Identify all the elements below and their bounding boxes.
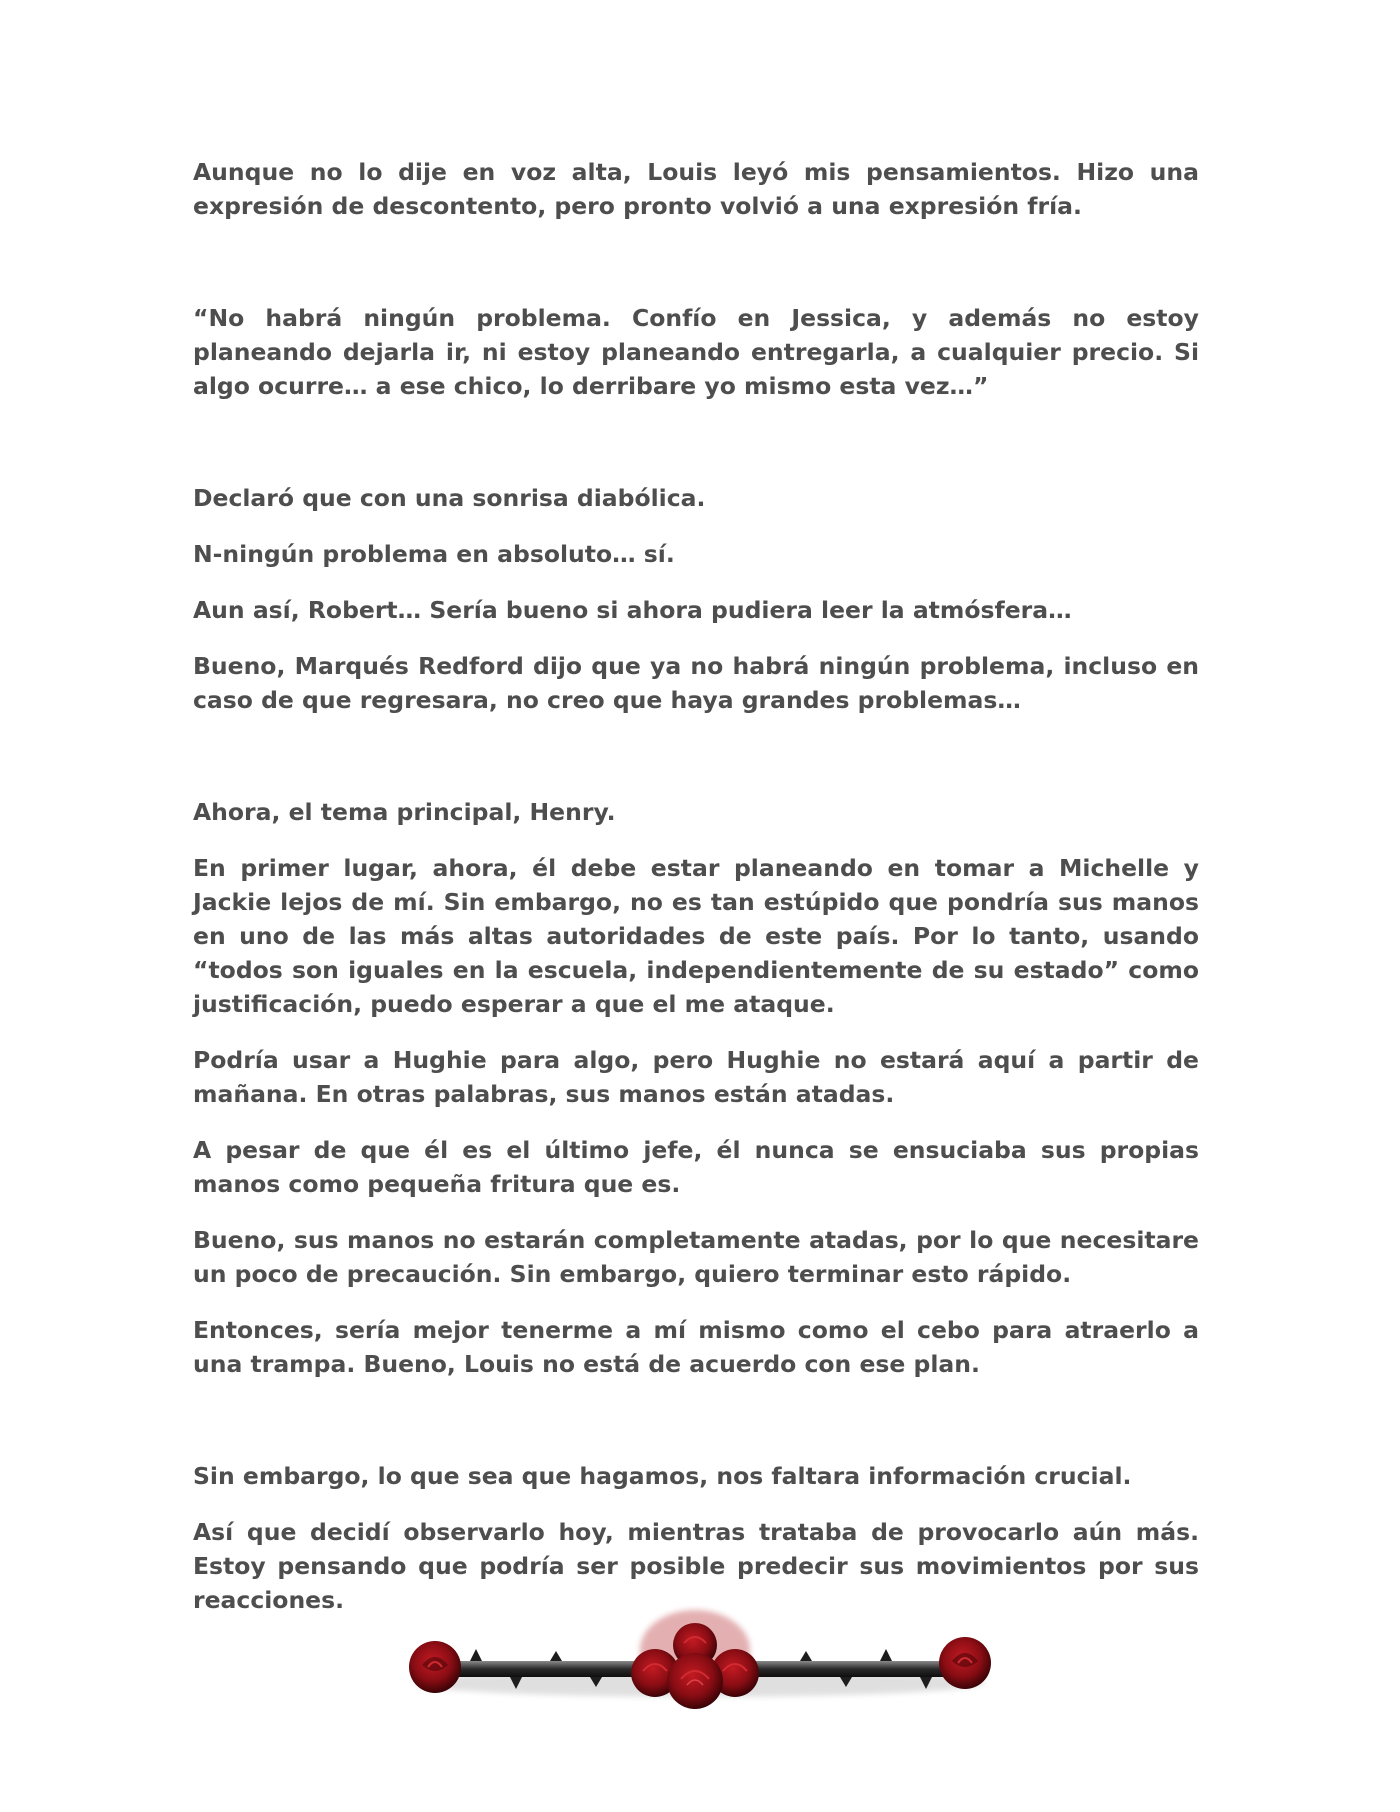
paragraph: N-ningún problema en absoluto… sí. xyxy=(193,540,675,568)
paragraph: “No habrá ningún problema. Confío en Jessica, y además no estoy planeando dejarla ir, ni estoy planeando entregarla, a cualquier precio. Si algo ocurre… a ese chico, lo derribare yo mismo esta vez…” xyxy=(193,304,1199,400)
paragraph: Podría usar a Hughie para algo, pero Hughie no estará aquí a partir de mañana. En otras palabras, sus manos están atadas. xyxy=(193,1046,1199,1108)
body-text xyxy=(193,155,1199,1639)
paragraph: Sin embargo, lo que sea que hagamos, nos faltara información crucial. xyxy=(193,1462,1132,1490)
paragraph: Ahora, el tema principal, Henry. xyxy=(193,798,616,826)
paragraph: A pesar de que él es el último jefe, él nunca se ensuciaba sus propias manos como pequeña fritura que es. xyxy=(193,1136,1199,1198)
paragraph: Declaró que con una sonrisa diabólica. xyxy=(193,484,706,512)
paragraph: Aun así, Robert… Sería bueno si ahora pudiera leer la atmósfera… xyxy=(193,596,1072,624)
paragraph: Aunque no lo dije en voz alta, Louis leyó mis pensamientos. Hizo una expresión de descontento, pero pronto volvió a una expresión fría. xyxy=(193,158,1199,220)
paragraph: Bueno, sus manos no estarán completamente atadas, por lo que necesitare un poco de precaución. Sin embargo, quiero terminar esto rápido. xyxy=(193,1226,1199,1288)
rose-divider-icon xyxy=(400,1605,1000,1720)
paragraph: Así que decidí observarlo hoy, mientras trataba de provocarlo aún más. Estoy pensando que podría ser posible predecir sus movimientos por sus reacciones. xyxy=(193,1518,1199,1614)
paragraph: Entonces, sería mejor tenerme a mí mismo como el cebo para atraerlo a una trampa. Bueno, Louis no está de acuerdo con ese plan. xyxy=(193,1316,1199,1378)
paragraph: Bueno, Marqués Redford dijo que ya no habrá ningún problema, incluso en caso de que regresara, no creo que haya grandes problemas… xyxy=(193,652,1199,714)
paragraph: En primer lugar, ahora, él debe estar planeando en tomar a Michelle y Jackie lejos de mí. Sin embargo, no es tan estúpido que pondría sus manos en uno de las más altas autoridades de este país. Por lo tanto, usando “todos son iguales en la escuela, independientemente de su estado” como justificación, puedo esperar a que el me ataque. xyxy=(193,854,1199,1018)
